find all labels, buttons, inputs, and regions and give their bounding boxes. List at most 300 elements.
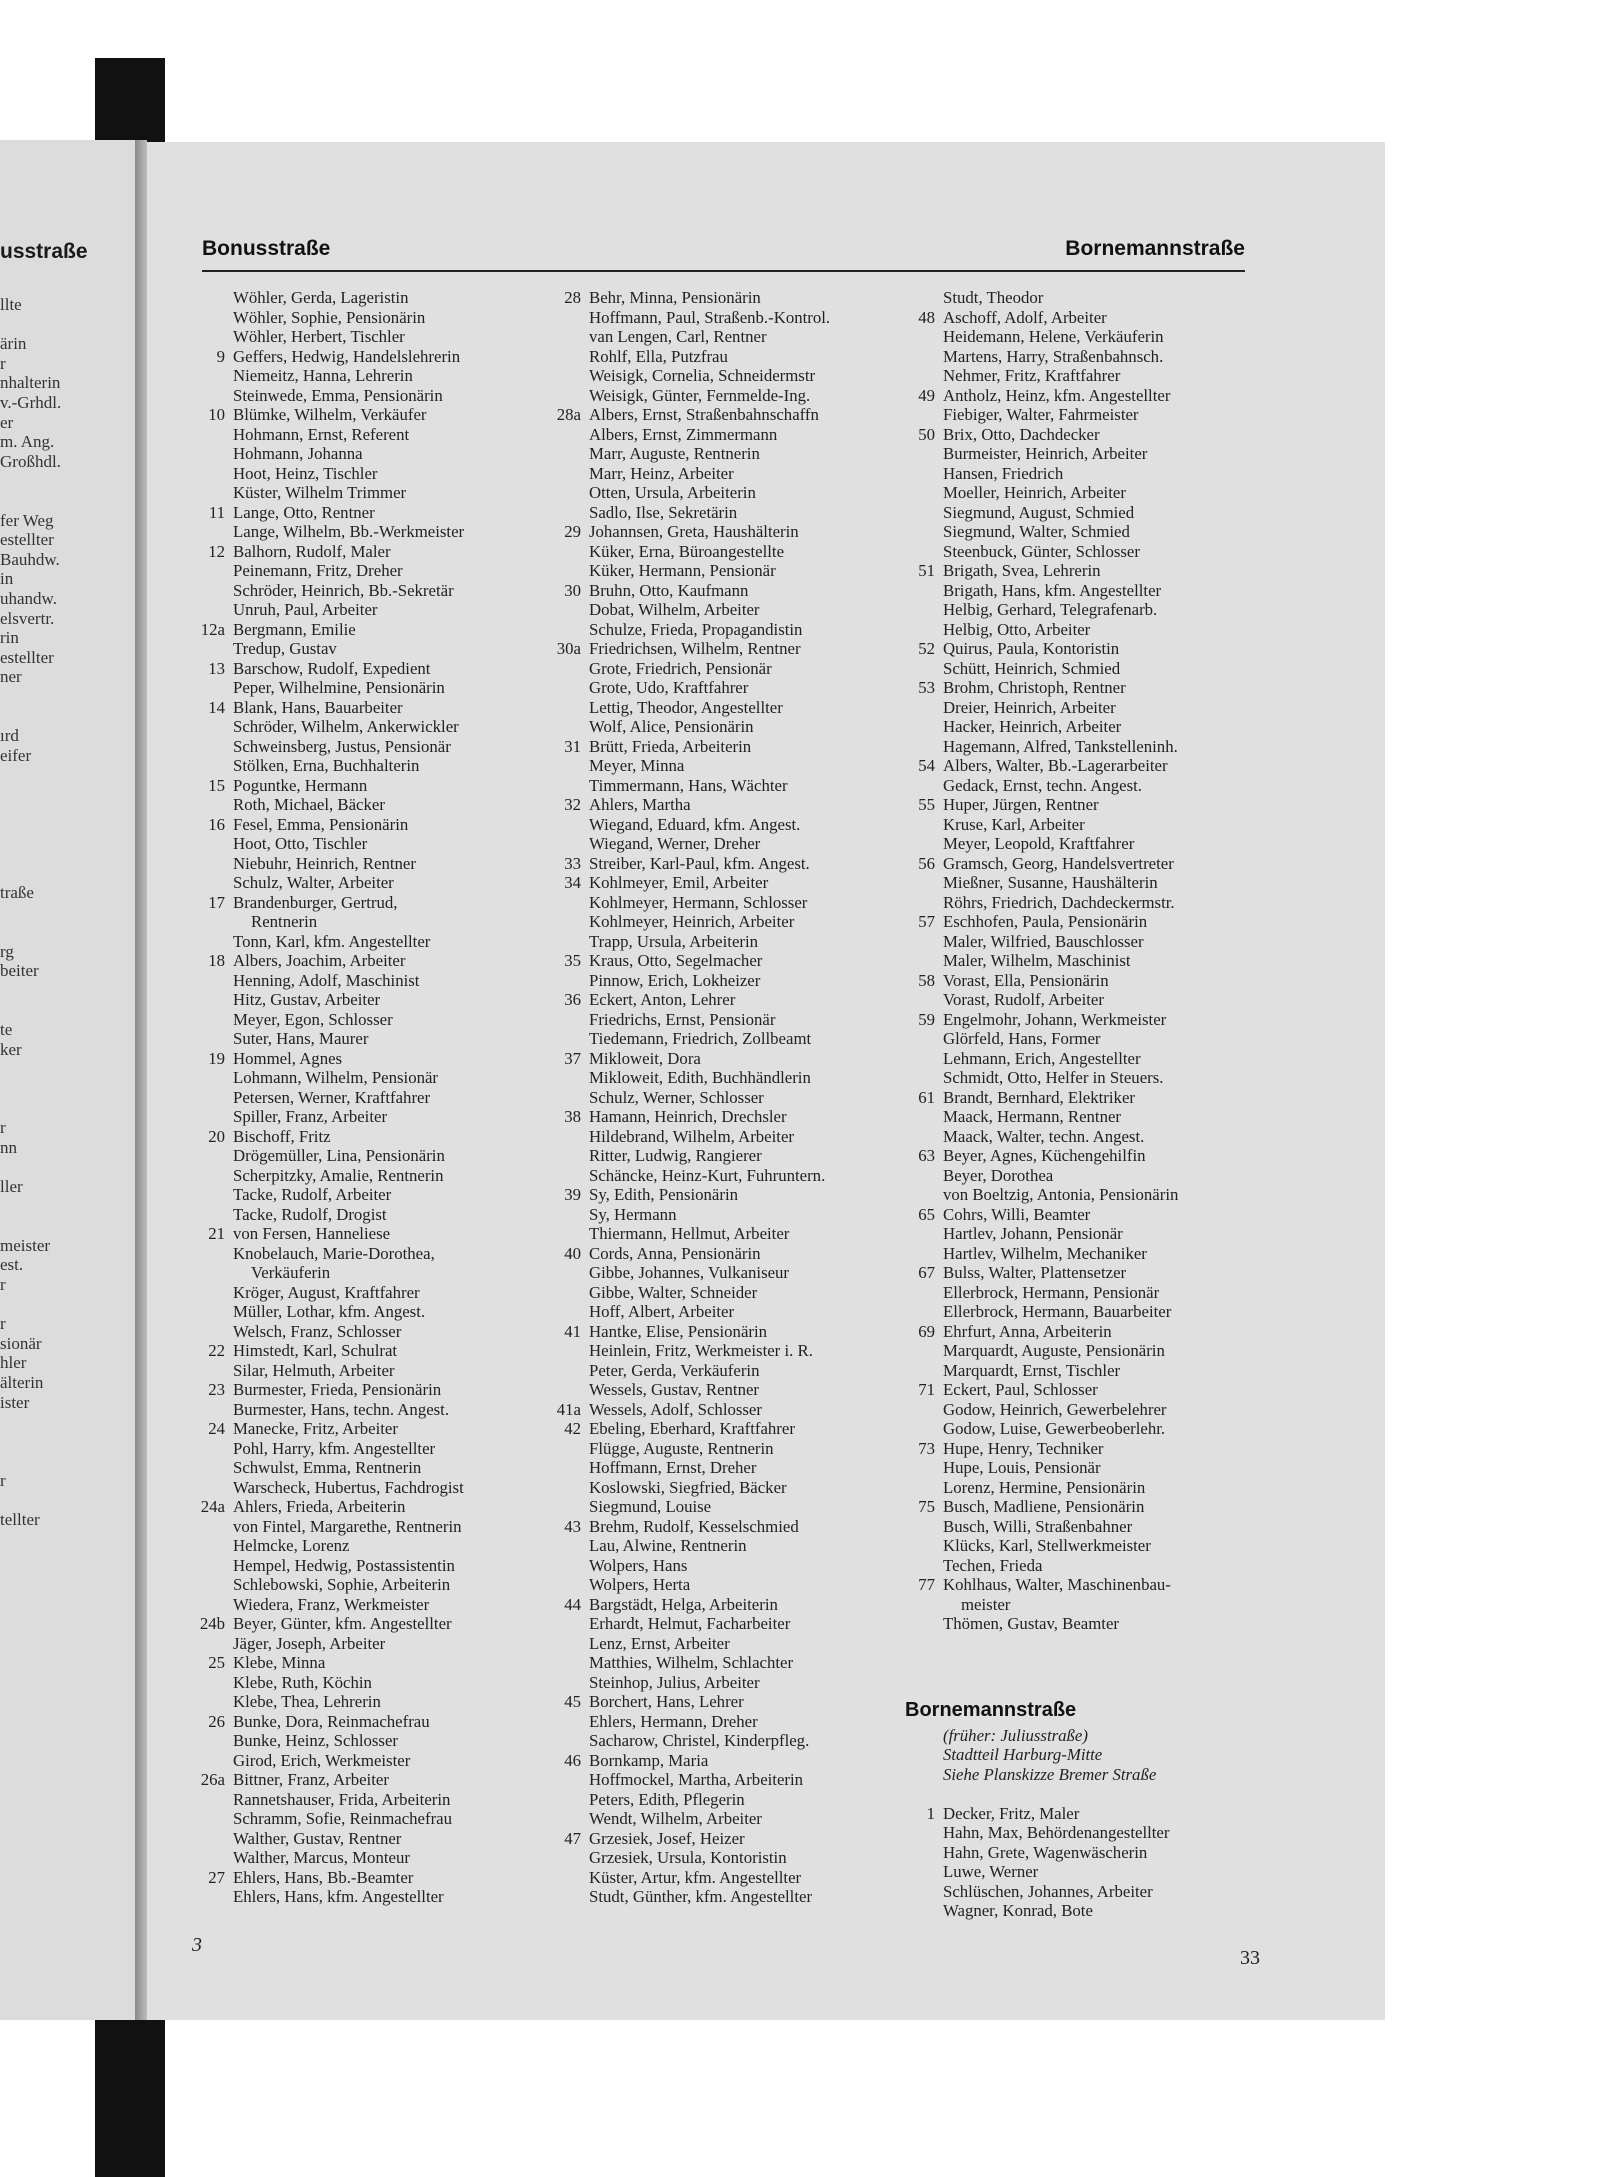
directory-entry bbox=[195, 1653, 535, 1673]
house-number: 34 bbox=[564, 873, 581, 892]
directory-entry bbox=[195, 834, 535, 854]
resident-text: Schramm, Sofie, Reinmachefrau bbox=[233, 1809, 453, 1828]
directory-entry bbox=[905, 1765, 1300, 1785]
directory-entry bbox=[195, 1400, 535, 1420]
left-page-line: nhalterin bbox=[0, 373, 61, 393]
resident-text: Otten, Ursula, Arbeiterin bbox=[589, 483, 756, 502]
left-page-line: eifer bbox=[0, 745, 32, 765]
directory-entry bbox=[195, 1848, 535, 1868]
directory-entry bbox=[195, 1029, 535, 1049]
directory-entry bbox=[551, 756, 901, 776]
directory-entry bbox=[551, 698, 901, 718]
resident-text: Kohlhaus, Walter, Maschinenbau- bbox=[943, 1575, 1171, 1594]
house-number: 24 bbox=[208, 1419, 225, 1438]
resident-text: Barschow, Rudolf, Expedient bbox=[233, 658, 431, 678]
house-number: 55 bbox=[918, 795, 935, 814]
directory-entry bbox=[905, 1166, 1300, 1186]
directory-entry bbox=[195, 1517, 535, 1537]
resident-text: Helbig, Gerhard, Telegrafenarb. bbox=[943, 600, 1158, 619]
directory-entry bbox=[905, 1784, 1300, 1804]
resident-text: Heinlein, Fritz, Werkmeister i. R. bbox=[589, 1341, 813, 1360]
directory-entry bbox=[905, 483, 1300, 503]
directory-entry bbox=[905, 659, 1300, 679]
resident-text: Bittner, Franz, Arbeiter bbox=[233, 1770, 389, 1789]
resident-text: Peinemann, Fritz, Dreher bbox=[233, 561, 403, 580]
resident-text: Rannetshauser, Frida, Arbeiterin bbox=[233, 1789, 451, 1809]
directory-entry bbox=[905, 503, 1300, 523]
house-number: 61 bbox=[918, 1087, 935, 1107]
resident-text: Schmidt, Otto, Helfer in Steuers. bbox=[943, 1068, 1164, 1087]
directory-entry bbox=[195, 1770, 535, 1790]
directory-entry bbox=[551, 1244, 901, 1264]
resident-text: Wolf, Alice, Pensionärin bbox=[589, 717, 754, 736]
resident-text: Girod, Erich, Werkmeister bbox=[233, 1750, 411, 1770]
directory-entry bbox=[195, 1731, 535, 1751]
resident-text: Ahlers, Martha bbox=[589, 795, 691, 814]
resident-text: Klebe, Thea, Lehrerin bbox=[233, 1692, 381, 1711]
directory-entry bbox=[551, 834, 901, 854]
left-page-line: llte bbox=[0, 295, 22, 314]
directory-entry bbox=[905, 1283, 1300, 1303]
resident-text: Huper, Jürgen, Rentner bbox=[943, 795, 1099, 814]
directory-entry bbox=[195, 425, 535, 445]
left-page-line: ärin bbox=[0, 334, 27, 354]
resident-text: Bruhn, Otto, Kaufmann bbox=[589, 580, 749, 600]
directory-entry bbox=[551, 1010, 901, 1030]
resident-text: Marquardt, Auguste, Pensionärin bbox=[943, 1341, 1165, 1360]
directory-entry bbox=[195, 990, 535, 1010]
resident-text: Wolpers, Herta bbox=[589, 1575, 691, 1594]
left-page-line: elsvertr. bbox=[0, 608, 55, 628]
resident-text: Aschoff, Adolf, Arbeiter bbox=[943, 307, 1107, 327]
left-page-line: r bbox=[0, 1471, 6, 1490]
directory-entry bbox=[195, 1127, 535, 1147]
resident-text: Hupe, Louis, Pensionär bbox=[943, 1458, 1101, 1477]
resident-text: Bulss, Walter, Plattensetzer bbox=[943, 1263, 1127, 1282]
resident-text: Pinnow, Erich, Lokheizer bbox=[589, 970, 761, 990]
resident-text: Hansen, Friedrich bbox=[943, 463, 1064, 483]
resident-text: Antholz, Heinz, kfm. Angestellter bbox=[943, 385, 1171, 405]
directory-entry bbox=[551, 308, 901, 328]
directory-entry bbox=[551, 1146, 901, 1166]
house-number: 20 bbox=[208, 1126, 225, 1146]
house-number: 33 bbox=[564, 853, 581, 873]
directory-entry bbox=[195, 1205, 535, 1225]
resident-text: Fesel, Emma, Pensionärin bbox=[233, 814, 409, 834]
house-number: 47 bbox=[564, 1828, 581, 1848]
directory-entry bbox=[195, 776, 535, 796]
resident-text: Hohmann, Ernst, Referent bbox=[233, 424, 410, 444]
house-number: 63 bbox=[918, 1146, 935, 1165]
directory-entry bbox=[551, 639, 901, 659]
house-number: 12 bbox=[208, 541, 225, 561]
directory-entry bbox=[551, 327, 901, 347]
resident-text: Brütt, Frieda, Arbeiterin bbox=[589, 736, 752, 756]
directory-entry bbox=[905, 893, 1300, 913]
directory-entry bbox=[551, 1634, 901, 1654]
directory-entry bbox=[551, 659, 901, 679]
resident-text: Röhrs, Friedrich, Dachdeckermstr. bbox=[943, 892, 1175, 912]
directory-entry bbox=[551, 503, 901, 523]
directory-entry bbox=[551, 1556, 901, 1576]
resident-text: Brandenburger, Gertrud, bbox=[233, 892, 398, 912]
resident-text: Lau, Alwine, Rentnerin bbox=[589, 1536, 747, 1555]
directory-entry bbox=[551, 815, 901, 835]
resident-text: Grzesiek, Josef, Heizer bbox=[589, 1828, 745, 1848]
directory-entry bbox=[195, 1361, 535, 1381]
resident-text: Hoffmockel, Martha, Arbeiterin bbox=[589, 1770, 804, 1789]
resident-text: Ehrfurt, Anna, Arbeiterin bbox=[943, 1321, 1112, 1341]
resident-text: Gibbe, Johannes, Vulkaniseur bbox=[589, 1263, 790, 1282]
resident-text: Dreier, Heinrich, Arbeiter bbox=[943, 697, 1116, 717]
house-number: 32 bbox=[564, 795, 581, 814]
directory-entry bbox=[195, 1302, 535, 1322]
directory-entry bbox=[195, 1673, 535, 1693]
directory-entry bbox=[195, 1692, 535, 1712]
directory-entry bbox=[195, 444, 535, 464]
resident-text: Steinwede, Emma, Pensionärin bbox=[233, 385, 443, 405]
house-number: 26a bbox=[200, 1770, 225, 1789]
resident-text: Hoot, Heinz, Tischler bbox=[233, 463, 378, 483]
directory-entry bbox=[551, 873, 901, 893]
left-page-line: v.-Grhdl. bbox=[0, 393, 62, 412]
resident-text: Bunke, Dora, Reinmachefrau bbox=[233, 1711, 430, 1731]
directory-entry bbox=[905, 600, 1300, 620]
directory-entry bbox=[905, 1556, 1300, 1576]
directory-entry bbox=[905, 717, 1300, 737]
directory-entry bbox=[195, 1575, 535, 1595]
resident-text: Peper, Wilhelmine, Pensionärin bbox=[233, 678, 445, 697]
directory-entry bbox=[905, 1862, 1300, 1882]
house-number: 56 bbox=[918, 853, 935, 873]
directory-entry bbox=[905, 1146, 1300, 1166]
resident-text: Maack, Hermann, Rentner bbox=[943, 1107, 1121, 1126]
directory-entry bbox=[905, 1400, 1300, 1420]
directory-entry bbox=[905, 386, 1300, 406]
resident-text: Schwulst, Emma, Rentnerin bbox=[233, 1458, 422, 1477]
directory-entry bbox=[551, 1400, 901, 1420]
resident-text: Hoff, Albert, Arbeiter bbox=[589, 1302, 735, 1321]
directory-entry bbox=[195, 1829, 535, 1849]
left-page-line: Großhdl. bbox=[0, 451, 61, 471]
resident-text: Sy, Edith, Pensionärin bbox=[589, 1185, 739, 1204]
house-number: 21 bbox=[208, 1224, 225, 1243]
directory-entry bbox=[195, 1595, 535, 1615]
house-number: 36 bbox=[564, 990, 581, 1009]
resident-text: Nehmer, Fritz, Kraftfahrer bbox=[943, 366, 1121, 385]
directory-entry bbox=[195, 717, 535, 737]
left-page-line: meister bbox=[0, 1235, 51, 1255]
directory-entry bbox=[551, 1536, 901, 1556]
directory-entry bbox=[905, 912, 1300, 932]
resident-text: Poguntke, Hermann bbox=[233, 775, 368, 795]
house-number: 54 bbox=[918, 756, 935, 775]
resident-text: Wöhler, Gerda, Lageristin bbox=[233, 288, 409, 307]
directory-entry bbox=[195, 756, 535, 776]
directory-entry bbox=[551, 1127, 901, 1147]
directory-entry bbox=[905, 1010, 1300, 1030]
house-number: 23 bbox=[208, 1380, 225, 1399]
left-page-line: beiter bbox=[0, 961, 39, 981]
resident-text: Hoot, Otto, Tischler bbox=[233, 834, 368, 853]
resident-text: Petersen, Werner, Kraftfahrer bbox=[233, 1087, 431, 1107]
directory-entry bbox=[195, 1244, 535, 1264]
column-1 bbox=[195, 288, 535, 1907]
directory-entry bbox=[551, 912, 901, 932]
resident-text: Manecke, Fritz, Arbeiter bbox=[233, 1419, 398, 1438]
directory-entry bbox=[195, 639, 535, 659]
house-number: 27 bbox=[208, 1867, 225, 1887]
resident-text: Ellerbrock, Hermann, Pensionär bbox=[943, 1282, 1160, 1302]
directory-entry bbox=[905, 873, 1300, 893]
resident-text: Tonn, Karl, kfm. Angestellter bbox=[233, 931, 431, 951]
house-number: 31 bbox=[564, 736, 581, 756]
directory-entry bbox=[551, 1575, 901, 1595]
directory-entry bbox=[905, 990, 1300, 1010]
directory-entry bbox=[195, 912, 535, 932]
directory-entry bbox=[195, 1634, 535, 1654]
directory-entry bbox=[905, 1029, 1300, 1049]
resident-text: Luwe, Werner bbox=[943, 1862, 1039, 1881]
directory-page bbox=[147, 142, 1385, 2020]
resident-text: Eschhofen, Paula, Pensionärin bbox=[943, 912, 1148, 931]
directory-entry bbox=[551, 795, 901, 815]
resident-text: Roth, Michael, Bäcker bbox=[233, 795, 385, 814]
resident-text: Beyer, Agnes, Küchengehilfin bbox=[943, 1146, 1146, 1165]
resident-text: Lange, Otto, Rentner bbox=[233, 502, 375, 522]
left-page-line: nn bbox=[0, 1137, 17, 1157]
directory-entry bbox=[551, 1283, 901, 1303]
directory-entry bbox=[195, 795, 535, 815]
resident-text: Silar, Helmuth, Arbeiter bbox=[233, 1360, 395, 1380]
resident-text: meister bbox=[961, 1594, 1011, 1614]
resident-text: Steinhop, Julius, Arbeiter bbox=[589, 1672, 760, 1692]
directory-entry bbox=[905, 1478, 1300, 1498]
resident-text: Hartlev, Wilhelm, Mechaniker bbox=[943, 1243, 1147, 1263]
directory-entry bbox=[905, 1439, 1300, 1459]
directory-entry bbox=[905, 1088, 1300, 1108]
resident-text: Schweinsberg, Justus, Pensionär bbox=[233, 736, 451, 756]
directory-entry bbox=[551, 1341, 901, 1361]
house-number: 22 bbox=[208, 1341, 225, 1360]
resident-text: Beyer, Dorothea bbox=[943, 1165, 1054, 1185]
resident-text: Tredup, Gustav bbox=[233, 639, 337, 658]
directory-entry bbox=[195, 600, 535, 620]
directory-entry bbox=[905, 620, 1300, 640]
house-number: 49 bbox=[918, 385, 935, 405]
resident-text: Lenz, Ernst, Arbeiter bbox=[589, 1633, 730, 1653]
directory-entry bbox=[551, 990, 901, 1010]
resident-text: Mießner, Susanne, Haushälterin bbox=[943, 873, 1158, 892]
directory-entry bbox=[551, 483, 901, 503]
resident-text: Grote, Friedrich, Pensionär bbox=[589, 658, 772, 678]
directory-entry bbox=[195, 1049, 535, 1069]
directory-entry bbox=[905, 1127, 1300, 1147]
resident-text: Kruse, Karl, Arbeiter bbox=[943, 814, 1085, 834]
directory-entry bbox=[551, 1829, 901, 1849]
resident-text: Friedrichs, Ernst, Pensionär bbox=[589, 1009, 776, 1029]
resident-text: Moeller, Heinrich, Arbeiter bbox=[943, 483, 1126, 502]
resident-text: Schütt, Heinrich, Schmied bbox=[943, 658, 1121, 678]
house-number: 25 bbox=[208, 1653, 225, 1672]
resident-text: Grzesiek, Ursula, Kontoristin bbox=[589, 1848, 787, 1867]
house-number: 10 bbox=[208, 405, 225, 424]
directory-entry bbox=[905, 1419, 1300, 1439]
resident-text: Hartlev, Johann, Pensionär bbox=[943, 1224, 1123, 1243]
left-page-line: in bbox=[0, 569, 14, 589]
directory-entry bbox=[551, 405, 901, 425]
house-number: 30 bbox=[564, 580, 581, 600]
directory-entry bbox=[195, 1068, 535, 1088]
house-number: 51 bbox=[918, 561, 935, 580]
resident-text: Wiedera, Franz, Werkmeister bbox=[233, 1594, 430, 1614]
directory-entry bbox=[551, 893, 901, 913]
directory-entry bbox=[195, 347, 535, 367]
resident-text: Küker, Hermann, Pensionär bbox=[589, 561, 776, 580]
resident-text: Meyer, Minna bbox=[589, 756, 685, 775]
resident-text: Warscheck, Hubertus, Fachdrogist bbox=[233, 1477, 464, 1497]
directory-entry bbox=[551, 1790, 901, 1810]
resident-text: Meyer, Egon, Schlosser bbox=[233, 1009, 393, 1029]
resident-text: Maack, Walter, techn. Angest. bbox=[943, 1126, 1145, 1146]
directory-entry bbox=[195, 1556, 535, 1576]
resident-text: Schulze, Frieda, Propagandistin bbox=[589, 619, 803, 639]
house-number: 65 bbox=[918, 1204, 935, 1224]
resident-text: Marr, Auguste, Rentnerin bbox=[589, 444, 760, 463]
resident-text: Ellerbrock, Hermann, Bauarbeiter bbox=[943, 1302, 1172, 1321]
resident-text: Verkäuferin bbox=[251, 1263, 331, 1282]
directory-entry bbox=[195, 1380, 535, 1400]
directory-entry bbox=[905, 1901, 1300, 1921]
directory-entry bbox=[195, 893, 535, 913]
directory-entry bbox=[195, 1809, 535, 1829]
directory-entry bbox=[195, 678, 535, 698]
resident-text: Himstedt, Karl, Schulrat bbox=[233, 1341, 398, 1360]
resident-text: Lehmann, Erich, Angestellter bbox=[943, 1048, 1141, 1068]
directory-entry bbox=[195, 854, 535, 874]
resident-text: Siehe Planskizze Bremer Straße bbox=[943, 1764, 1157, 1784]
directory-entry bbox=[905, 951, 1300, 971]
resident-text: Schröder, Heinrich, Bb.-Sekretär bbox=[233, 580, 454, 600]
resident-text: Ebeling, Eberhard, Kraftfahrer bbox=[589, 1419, 795, 1438]
resident-text: Burmester, Hans, techn. Angest. bbox=[233, 1399, 450, 1419]
resident-text: Hildebrand, Wilhelm, Arbeiter bbox=[589, 1126, 794, 1146]
resident-text: Wiegand, Eduard, kfm. Angest. bbox=[589, 814, 801, 834]
resident-text: Albers, Walter, Bb.-Lagerarbeiter bbox=[943, 756, 1168, 775]
directory-entry bbox=[551, 1614, 901, 1634]
resident-text: Weisigk, Cornelia, Schneidermstr bbox=[589, 366, 816, 385]
resident-text: Weisigk, Günter, Fernmelde-Ing. bbox=[589, 385, 811, 405]
directory-entry bbox=[195, 464, 535, 484]
left-page-line: hler bbox=[0, 1353, 27, 1373]
directory-entry bbox=[905, 327, 1300, 347]
resident-text: Marquardt, Ernst, Tischler bbox=[943, 1360, 1121, 1380]
house-number: 59 bbox=[918, 1009, 935, 1029]
directory-entry bbox=[551, 1731, 901, 1751]
resident-text: Bargstädt, Helga, Arbeiterin bbox=[589, 1594, 778, 1614]
left-page-line: estellter bbox=[0, 647, 54, 667]
resident-text: Lettig, Theodor, Angestellter bbox=[589, 697, 783, 717]
directory-entry bbox=[905, 1458, 1300, 1478]
resident-text: Knobelauch, Marie-Dorothea, bbox=[233, 1243, 435, 1263]
directory-entry bbox=[905, 1049, 1300, 1069]
resident-text: Spiller, Franz, Arbeiter bbox=[233, 1107, 388, 1126]
resident-text: Maler, Wilhelm, Maschinist bbox=[943, 951, 1131, 970]
directory-entry bbox=[551, 522, 901, 542]
directory-entry bbox=[195, 971, 535, 991]
directory-entry bbox=[551, 1185, 901, 1205]
resident-text: Pohl, Harry, kfm. Angestellter bbox=[233, 1438, 436, 1458]
resident-text: Heidemann, Helene, Verkäuferin bbox=[943, 327, 1164, 346]
directory-entry bbox=[551, 1458, 901, 1478]
directory-entry bbox=[195, 327, 535, 347]
resident-text: Hommel, Agnes bbox=[233, 1048, 343, 1068]
resident-text: Hahn, Max, Behördenangestellter bbox=[943, 1823, 1170, 1842]
resident-text: Streiber, Karl-Paul, kfm. Angest. bbox=[589, 853, 810, 873]
resident-text: Henning, Adolf, Maschinist bbox=[233, 970, 420, 990]
resident-text: Lorenz, Hermine, Pensionärin bbox=[943, 1477, 1146, 1497]
directory-entry bbox=[551, 971, 901, 991]
directory-entry bbox=[905, 1595, 1300, 1615]
directory-entry bbox=[905, 1068, 1300, 1088]
directory-entry bbox=[195, 1010, 535, 1030]
house-number: 39 bbox=[564, 1185, 581, 1204]
resident-text: Siegmund, Walter, Schmied bbox=[943, 522, 1130, 541]
resident-text: Hahn, Grete, Wagenwäscherin bbox=[943, 1842, 1148, 1862]
directory-entry bbox=[905, 1302, 1300, 1322]
directory-entry bbox=[905, 756, 1300, 776]
house-number: 35 bbox=[564, 951, 581, 970]
directory-entry bbox=[195, 1439, 535, 1459]
directory-entry bbox=[551, 1107, 901, 1127]
resident-text: Bergmann, Emilie bbox=[233, 619, 356, 639]
left-page-line: ner bbox=[0, 667, 22, 687]
house-number: 52 bbox=[918, 639, 935, 658]
resident-text: Jäger, Joseph, Arbeiter bbox=[233, 1633, 386, 1653]
directory-entry bbox=[195, 542, 535, 562]
resident-text: Peters, Edith, Pflegerin bbox=[589, 1789, 745, 1809]
directory-entry bbox=[905, 1322, 1300, 1342]
resident-text: Hamann, Heinrich, Drechsler bbox=[589, 1107, 787, 1126]
directory-entry bbox=[551, 386, 901, 406]
page-number: 33 bbox=[1240, 1947, 1260, 1969]
directory-entry bbox=[905, 698, 1300, 718]
house-number: 24a bbox=[200, 1497, 225, 1516]
directory-entry bbox=[551, 347, 901, 367]
left-page-line: r bbox=[0, 353, 6, 373]
left-page-line: Bauhdw. bbox=[0, 549, 60, 569]
directory-entry bbox=[905, 1205, 1300, 1225]
directory-entry bbox=[905, 1361, 1300, 1381]
resident-text: Kohlmeyer, Emil, Arbeiter bbox=[589, 873, 769, 892]
resident-text: Cords, Anna, Pensionärin bbox=[589, 1243, 761, 1263]
resident-text: Behr, Minna, Pensionärin bbox=[589, 288, 761, 307]
resident-text: Küster, Wilhelm Trimmer bbox=[233, 483, 407, 502]
directory-entry bbox=[551, 581, 901, 601]
directory-entry bbox=[195, 561, 535, 581]
left-page-line: m. Ang. bbox=[0, 432, 55, 452]
directory-entry bbox=[551, 561, 901, 581]
left-page-line: rg bbox=[0, 941, 14, 961]
directory-entry bbox=[551, 1770, 901, 1790]
house-number: 26 bbox=[208, 1711, 225, 1731]
signature-mark: 3 bbox=[192, 1934, 202, 1956]
directory-entry bbox=[195, 1107, 535, 1127]
directory-entry bbox=[195, 483, 535, 503]
resident-text: Walther, Gustav, Rentner bbox=[233, 1828, 402, 1848]
directory-entry bbox=[551, 1848, 901, 1868]
house-number: 57 bbox=[918, 912, 935, 931]
